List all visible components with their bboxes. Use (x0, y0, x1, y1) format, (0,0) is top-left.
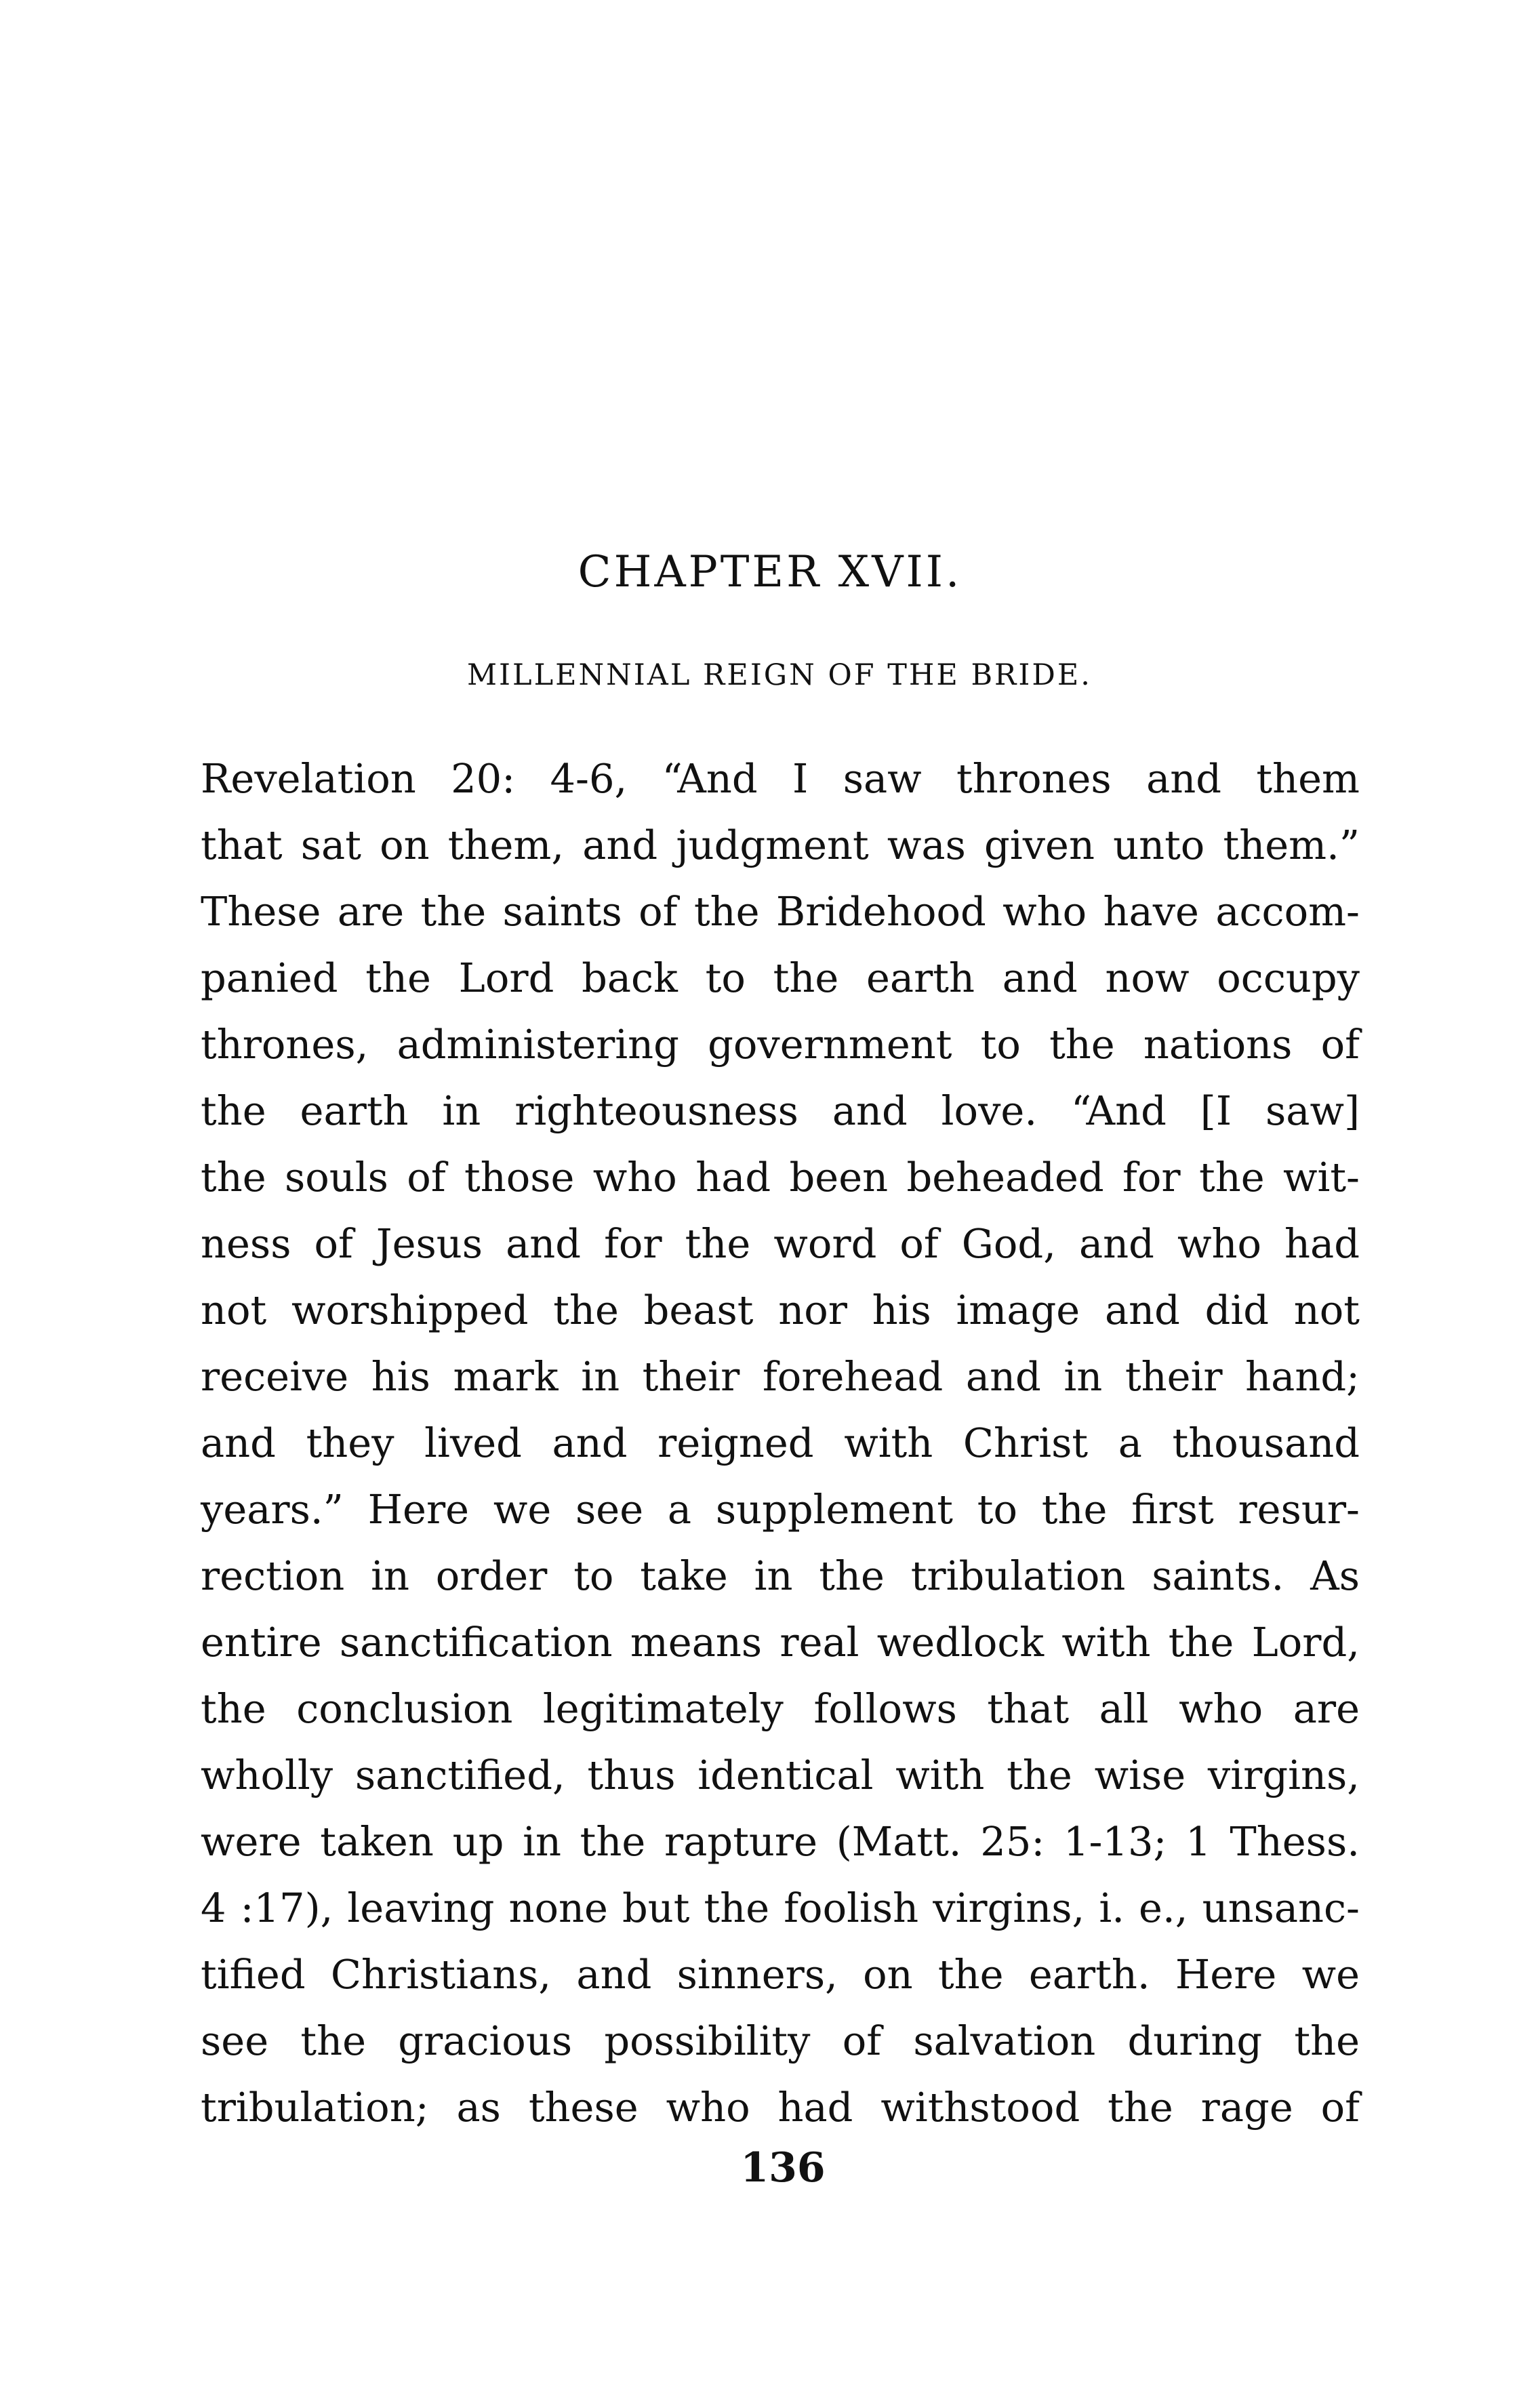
text-line: panied the Lord back to the earth and now occupy (201, 954, 1360, 1001)
text-line: thrones, administering government to the nations of (201, 1021, 1360, 1068)
text-line: not worshipped the beast nor his image and did not (201, 1287, 1360, 1333)
text-line: Revelation 20: 4-6, “And I saw thrones and them (201, 755, 1360, 802)
text-line: ness of Jesus and for the word of God, and who had (201, 1220, 1360, 1267)
text-line: rection in order to take in the tribulation saints. As (201, 1552, 1360, 1599)
text-line: 4 :17), leaving none but the foolish virgins, i. e., unsanc- (201, 1885, 1360, 1931)
text-line: years.” Here we see a supplement to the first resur- (201, 1486, 1360, 1533)
chapter-subtitle: MILLENNIAL REIGN OF THE BRIDE. (467, 658, 1092, 692)
page-number: 136 (740, 2144, 826, 2192)
text-line: the earth in righteousness and love. “And [I saw] (201, 1087, 1360, 1134)
body-text (201, 746, 1360, 2141)
text-line: see the gracious possibility of salvation during the (201, 2017, 1360, 2064)
text-line: entire sanctification means real wedlock with the Lord, (201, 1619, 1360, 1666)
text-line: tribulation; as these who had withstood the rage of (201, 2084, 1360, 2131)
text-line: These are the saints of the Bridehood who have accom- (201, 888, 1360, 935)
text-line: the souls of those who had been beheaded for the wit- (201, 1154, 1360, 1201)
chapter-heading: CHAPTER XVII. (578, 547, 963, 597)
text-line: receive his mark in their forehead and in their hand; (201, 1353, 1360, 1400)
text-line: tified Christians, and sinners, on the earth. Here we (201, 1951, 1360, 1998)
text-line: the conclusion legitimately follows that all who are (201, 1685, 1360, 1732)
text-line: and they lived and reigned with Christ a thousand (201, 1420, 1360, 1466)
text-line: that sat on them, and judgment was given unto them.” (201, 822, 1360, 868)
text-line: wholly sanctified, thus identical with the wise virgins, (201, 1752, 1360, 1798)
text-line: were taken up in the rapture (Matt. 25: 1-13; 1 Thess. (201, 1818, 1360, 1865)
